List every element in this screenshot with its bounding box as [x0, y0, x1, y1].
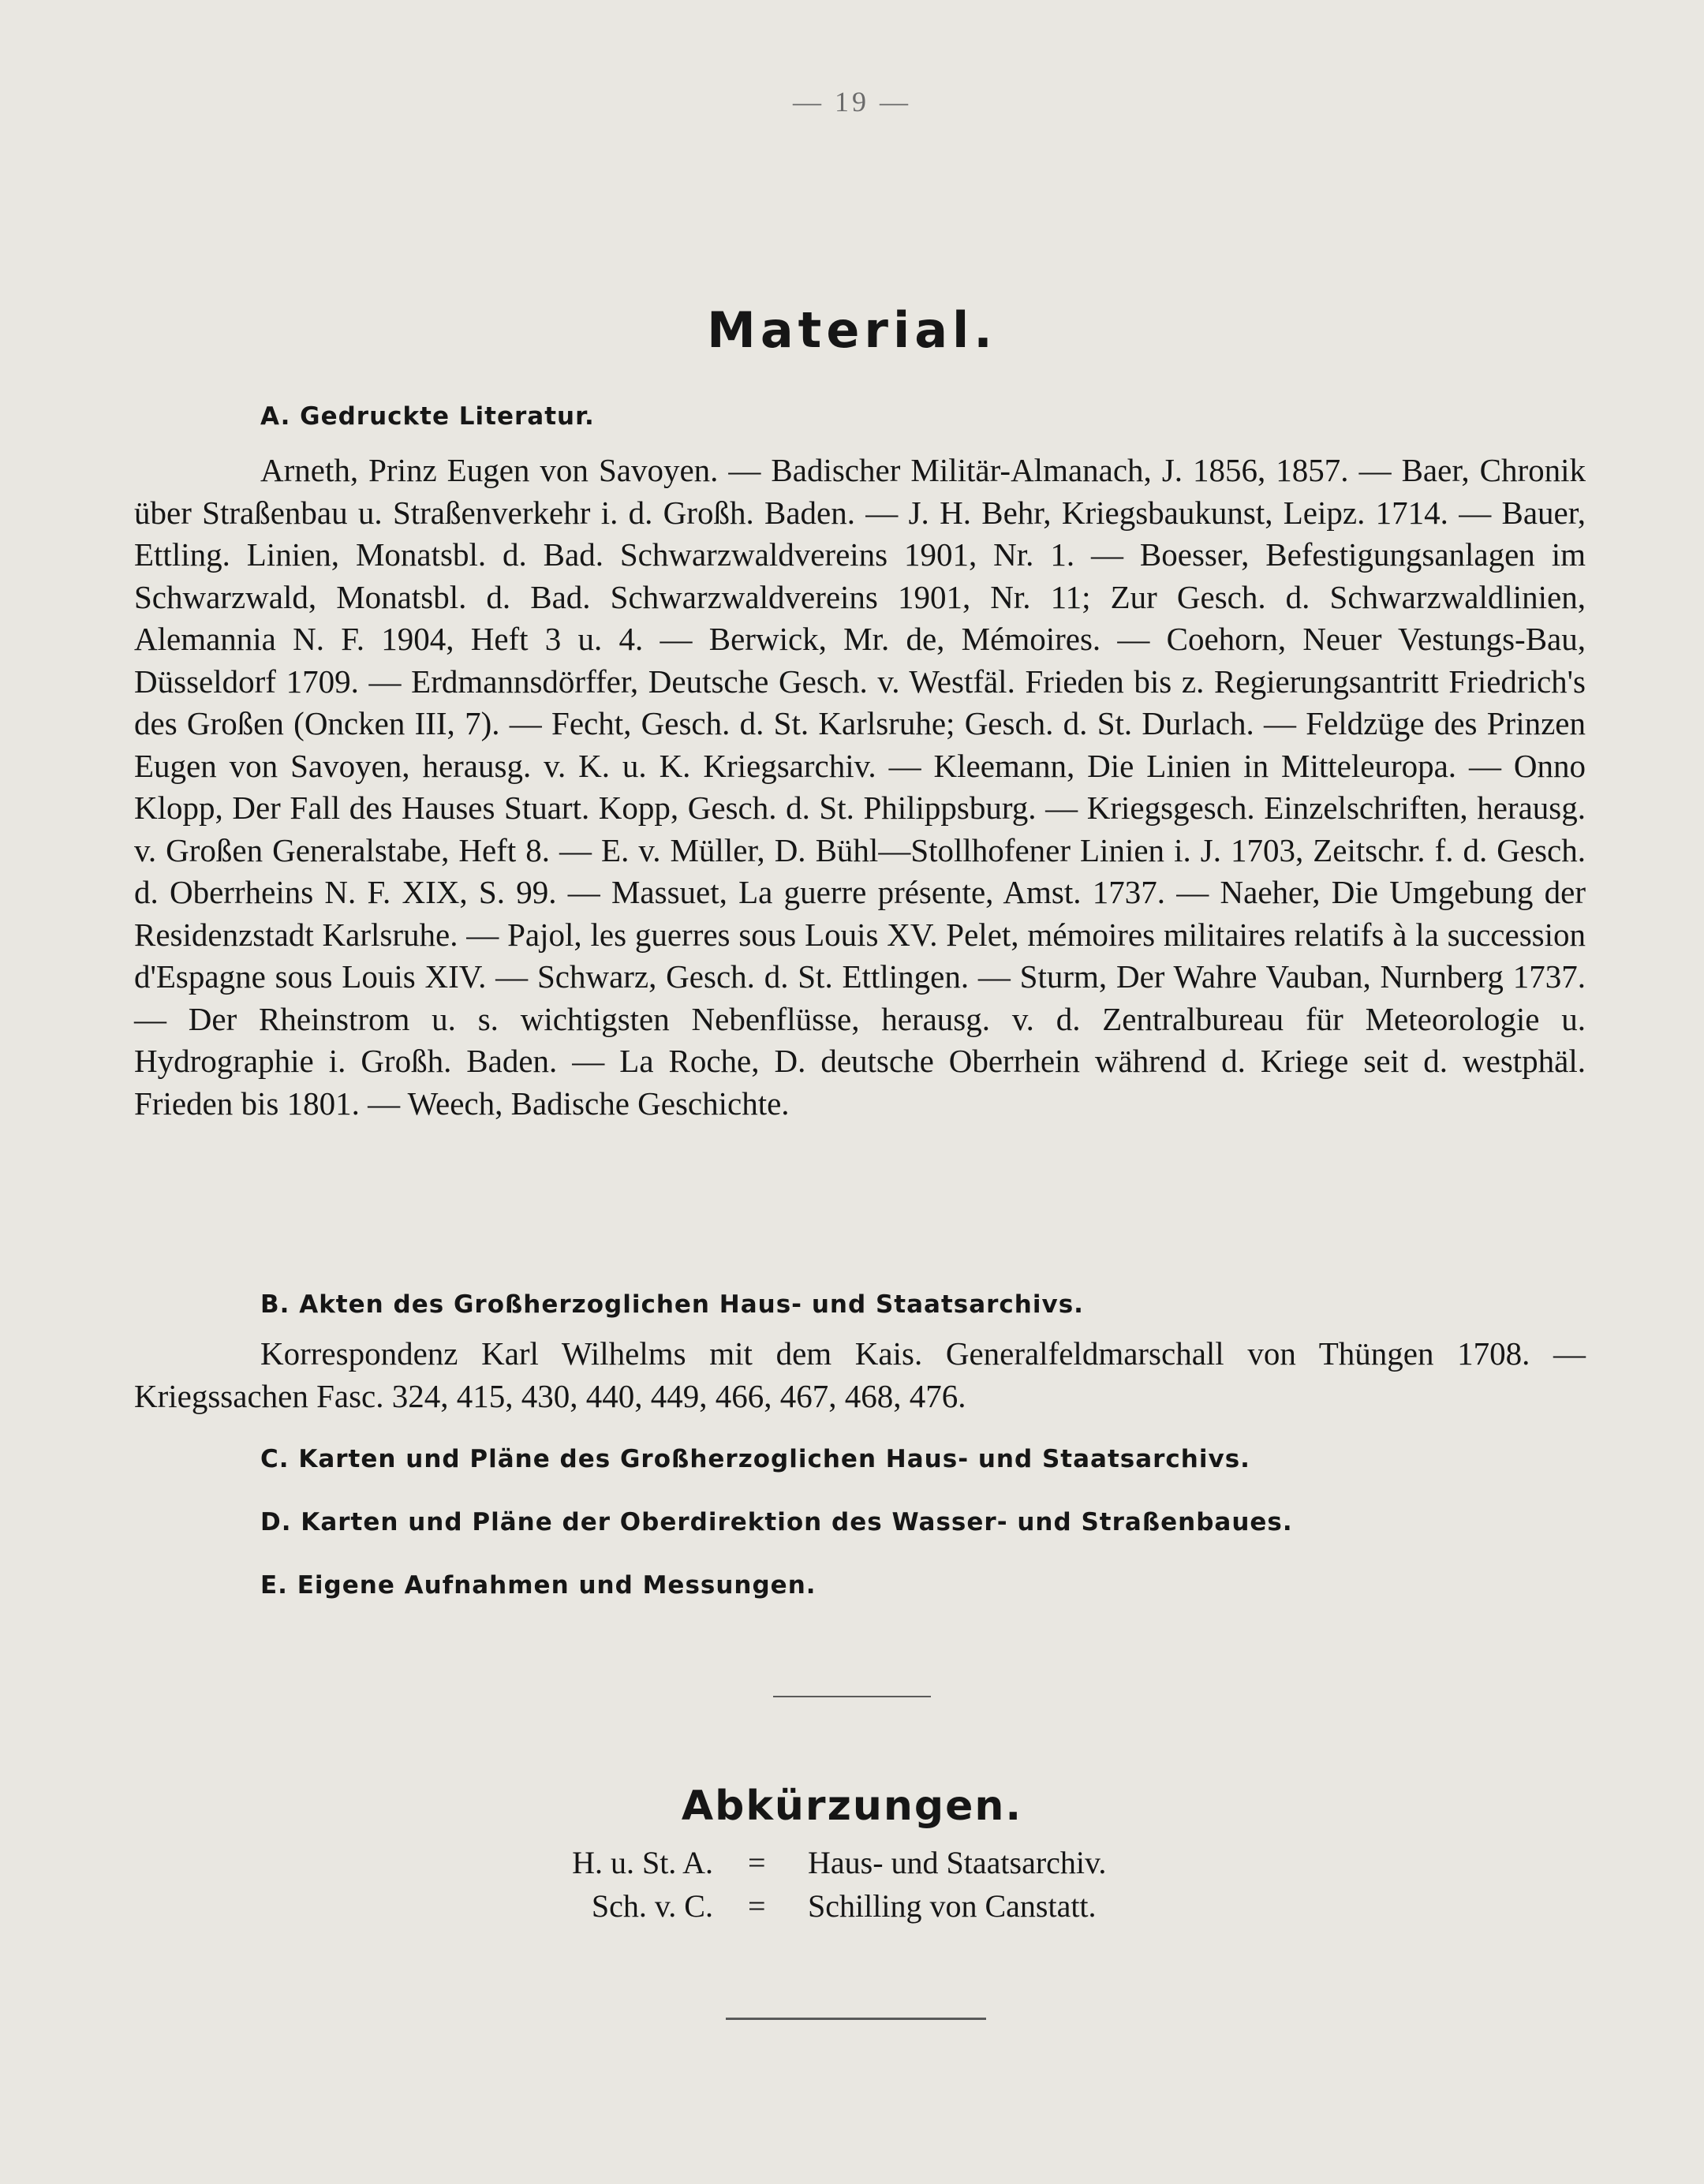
- abbreviation-equals: =: [748, 1845, 766, 1880]
- abbreviations-title: Abkürzungen.: [681, 1783, 1023, 1830]
- section-heading-b: B. Akten des Großherzoglichen Haus- und Staatsarchivs.: [260, 1290, 1084, 1319]
- abbreviation-long: Schilling von Canstatt.: [808, 1888, 1097, 1924]
- section-heading-a: A. Gedruckte Literatur.: [260, 402, 595, 431]
- page-number: — 19 —: [793, 86, 911, 118]
- abbreviation-short: H. u. St. A.: [572, 1845, 713, 1880]
- abbreviation-long: Haus- und Staatsarchiv.: [808, 1845, 1107, 1880]
- page-title: Material.: [707, 301, 997, 359]
- section-heading-c: C. Karten und Pläne des Großherzoglichen Haus- und Staatsarchivs.: [260, 1445, 1250, 1473]
- abbreviation-row: [0, 1887, 1704, 1927]
- abbreviation-equals: =: [748, 1888, 766, 1924]
- separator-short: [773, 1696, 931, 1697]
- abbreviation-row: [0, 1844, 1704, 1883]
- separator-bottom: [726, 2018, 986, 2020]
- section-text-a: Arneth, Prinz Eugen von Savoyen. — Badischer Militär-Almanach, J. 1856, 1857. — Baer, Chronik über Straßenbau u. Straßenverkehr i. d. Großh. Baden. — J. H. Behr, Kriegsbaukunst, Leipz. 1714. — Bauer, Ettling. Linien, Monatsbl. d. Bad. Schwarzwaldvereins 1901, Nr. 1. — Boesser, Befestigungsanlagen im Schwarzwald, Monatsbl. d. Bad. Schwarzwaldvereins 1901, Nr. 11; Zur Gesch. d. Schwarzwaldlinien, Alemannia N. F. 1904, Heft 3 u. 4. — Berwick, Mr. de, Mémoires. — Coehorn, Neuer Vestungs-Bau, Düsseldorf 1709. — Erdmannsdörffer, Deutsche Gesch. v. Westfäl. Frieden bis z. Regierungsantritt Friedrich's des Großen (Oncken III, 7). — Fecht, Gesch. d. St. Karlsruhe; Gesch. d. St. Durlach. — Feldzüge des Prinzen Eugen von Savoyen, herausg. v. K. u. K. Kriegsarchiv. — Kleemann, Die Linien in Mitteleuropa. — Onno Klopp, Der Fall des Hauses Stuart. Kopp, Gesch. d. St. Philippsburg. — Kriegsgesch. Einzelschriften, herausg. v. Großen Generalstabe, Heft 8. — E. v. Müller, D. Bühl—Stollhofener Linien i. J. 1703, Zeitschr. f. d. Gesch. d. Oberrheins N. F. XIX, S. 99. — Massuet, La guerre présente, Amst. 1737. — Naeher, Die Umgebung der Residenzstadt Karlsruhe. — Pajol, les guerres sous Louis XV. Pelet, mémoires militaires relatifs à la succession d'Espagne sous Louis XIV. — Schwarz, Gesch. d. St. Ettlingen. — Sturm, Der Wahre Vauban, Nurnberg 1737. — Der Rheinstrom u. s. wichtigsten Nebenflüsse, herausg. v. d. Zentralbureau für Meteorologie u. Hydrographie i. Großh. Baden. — La Roche, D. deutsche Oberrhein während d. Kriege seit d. westphäl. Frieden bis 1801. — Weech, Badische Geschichte.: [134, 452, 1586, 1122]
- section-text-b: Korrespondenz Karl Wilhelms mit dem Kais. Generalfeldmarschall von Thüngen 1708. — Kriegssachen Fasc. 324, 415, 430, 440, 449, 466, 467, 468, 476.: [134, 1335, 1586, 1414]
- section-heading-d: D. Karten und Pläne der Oberdirektion des Wasser- und Straßenbaues.: [260, 1508, 1293, 1536]
- section-heading-e: E. Eigene Aufnahmen und Messungen.: [260, 1571, 816, 1600]
- abbreviation-short: Sch. v. C.: [591, 1888, 713, 1924]
